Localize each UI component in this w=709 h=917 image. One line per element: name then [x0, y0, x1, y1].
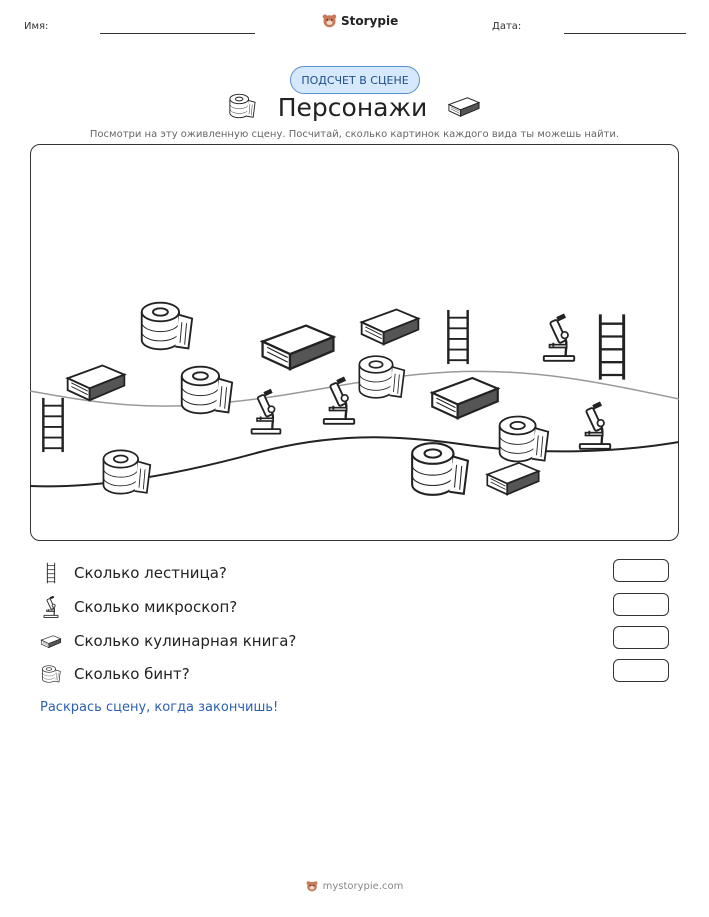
- bear-logo-icon: [306, 880, 318, 892]
- scene-panel[interactable]: [30, 144, 679, 541]
- scene-microscope-icon: [544, 313, 574, 360]
- brand-name: Storypie: [341, 13, 399, 28]
- scene-ladder-icon: [43, 398, 62, 452]
- scene-book-icon: [263, 326, 334, 369]
- date-label: Дата:: [492, 21, 522, 32]
- scene-book-icon: [487, 463, 538, 494]
- book-icon: [40, 632, 62, 650]
- scene-bandage-icon: [412, 443, 468, 495]
- scene-book-icon: [362, 309, 419, 344]
- bear-logo-icon: [322, 13, 337, 28]
- question-text: Сколько лестница?: [74, 564, 227, 582]
- scene-book-icon: [68, 365, 125, 400]
- back-hill-line: [30, 371, 679, 406]
- page-title: Персонажи: [277, 93, 428, 122]
- question-text: Сколько микроскоп?: [74, 598, 238, 616]
- question-text: Сколько бинт?: [74, 665, 190, 683]
- instructions: Посмотри на эту оживленную сцену. Посчитай, сколько картинок каждого вида ты можешь найти.: [89, 129, 620, 140]
- page-title-row: [0, 92, 709, 122]
- book-icon: [447, 92, 481, 120]
- question-bandage: [40, 662, 190, 686]
- scene-ladder-icon: [600, 314, 623, 379]
- scene-ladder-icon: [448, 310, 467, 364]
- name-line[interactable]: [100, 33, 255, 34]
- scene-book-icon: [432, 378, 498, 418]
- coloring-note: Раскрась сцену, когда закончишь!: [40, 700, 279, 715]
- question-microscope: [40, 595, 237, 619]
- scene-bandage-icon: [500, 417, 549, 462]
- answer-box-book[interactable]: [613, 626, 669, 649]
- answer-box-bandage[interactable]: [613, 659, 669, 682]
- footer-url: mystorypie.com: [322, 880, 404, 892]
- scene-bandage-icon: [142, 303, 192, 350]
- scene-drawing: [30, 144, 679, 541]
- name-label: Имя:: [24, 21, 49, 32]
- question-book: [40, 629, 296, 653]
- scene-bandage-icon: [359, 356, 404, 398]
- date-line[interactable]: [564, 33, 686, 34]
- bandage-icon: [228, 92, 256, 120]
- answer-box-microscope[interactable]: [613, 593, 669, 616]
- bandage-icon: [41, 664, 61, 684]
- question-text: Сколько кулинарная книга?: [74, 632, 297, 650]
- answer-box-ladder[interactable]: [613, 559, 669, 582]
- microscope-icon: [42, 596, 60, 618]
- question-ladder: [40, 561, 227, 585]
- scene-bandage-icon: [103, 450, 150, 493]
- ladder-icon: [45, 562, 57, 584]
- brand-logo: [322, 13, 398, 28]
- footer: [0, 880, 709, 892]
- scene-bandage-icon: [182, 367, 232, 414]
- category-badge: ПОДСЧЕТ В СЦЕНЕ: [290, 66, 420, 94]
- scene-microscope-icon: [580, 401, 610, 448]
